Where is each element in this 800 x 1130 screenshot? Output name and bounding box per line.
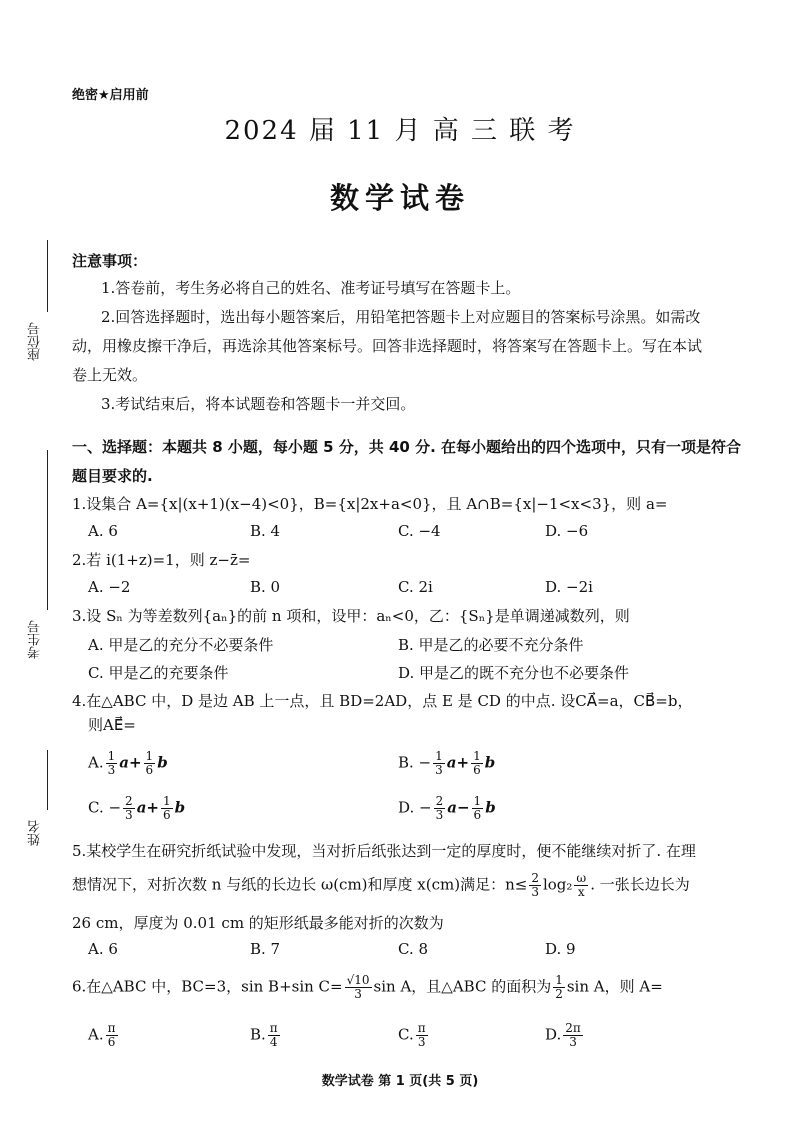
name-line	[47, 750, 48, 810]
question-6-option-a: A. $\frac{\pi}{6}$	[88, 1021, 116, 1049]
question-4-stem-cont: 则AE⃗=	[88, 716, 136, 734]
question-5-stem-end: 26 cm，厚度为 0.01 cm 的矩形纸最多能对折的次数为	[72, 914, 444, 932]
notice-item-2-cont: 动，用橡皮擦干净后，再选涂其他答案标号。回答非选择题时，将答案写在答题卡上。写在本试	[72, 337, 703, 355]
question-6-option-b: B. $\frac{\pi}{4}$	[250, 1021, 278, 1049]
question-1-option-b: B. 4	[250, 522, 281, 540]
question-4-option-d: D. − $\frac{2}{3}$ a− $\frac{1}{6}$ b	[398, 794, 496, 822]
question-5-option-d: D. 9	[545, 940, 576, 958]
notice-item-3: 3.考试结束后，将本试题卷和答题卡一并交回。	[101, 395, 416, 413]
section-heading-cont: 题目要求的.	[72, 467, 153, 485]
question-4-option-b: B. − $\frac{1}{3}$ a+ $\frac{1}{6}$ b	[398, 749, 496, 777]
question-3-option-d: D. 甲是乙的既不充分也不必要条件	[398, 664, 630, 682]
question-2-option-c: C. 2i	[398, 578, 433, 596]
exam-no-label: 考生号	[28, 620, 43, 659]
question-3-option-a: A. 甲是乙的充分不必要条件	[88, 636, 274, 654]
question-5-option-a: A. 6	[88, 940, 118, 958]
section-heading: 一、选择题：本题共 8 小题，每小题 5 分，共 40 分. 在每小题给出的四个选项中，只有一项是符合	[72, 438, 742, 456]
question-2-option-d: D. −2i	[545, 578, 593, 596]
exam-title: 2024 届 11 月 高 三 联 考	[224, 116, 576, 146]
question-1-option-d: D. −6	[545, 522, 589, 540]
question-1-option-a: A. 6	[88, 522, 118, 540]
question-4-option-c: C. − $\frac{2}{3}$ a+ $\frac{1}{6}$ b	[88, 794, 186, 822]
name-label: 姓名	[28, 820, 43, 846]
notice-item-2-end: 卷上无效。	[72, 366, 148, 384]
question-2-option-a: A. −2	[88, 578, 131, 596]
question-6-option-c: C. $\frac{\pi}{3}$	[398, 1021, 426, 1049]
page-footer: 数学试卷 第 1 页(共 5 页)	[321, 1074, 479, 1089]
paper-subject: 数学试卷	[329, 181, 470, 215]
question-2-stem: 2.若 i(1+z)=1，则 z−z̄=	[72, 551, 251, 569]
question-3-stem: 3.设 Sₙ 为等差数列{aₙ}的前 n 项和，设甲：aₙ<0，乙：{Sₙ}是单调递减数列，则	[72, 607, 630, 625]
question-6-option-d: D. $\frac{2\pi}{3}$	[545, 1021, 581, 1049]
seat-line	[47, 240, 48, 312]
question-2-option-b: B. 0	[250, 578, 281, 596]
question-4-stem: 4.在△ABC 中，D 是边 AB 上一点，且 BD=2AD，点 E 是 CD 的中点. 设CA⃗=a，CB⃗=b，	[72, 692, 693, 710]
notice-item-1: 1.答卷前，考生务必将自己的姓名、准考证号填写在答题卡上。	[101, 279, 521, 297]
question-5-option-c: C. 8	[398, 940, 429, 958]
question-4-option-a: A. $\frac{1}{3}$ a+ $\frac{1}{6}$ b	[88, 749, 168, 777]
notice-heading: 注意事项：	[72, 252, 148, 270]
question-6-stem: 6.在△ABC 中，BC=3，sin B+sin C= $\frac{√10}{3}$ sin A，且△ABC 的面积为 $\frac{1}{2}$ sin A，则 A=	[72, 973, 663, 1001]
confidential-mark: 绝密★启用前	[72, 88, 149, 103]
question-5-stem-cont: 想情况下，对折次数 n 与纸的长边长 ω(cm)和厚度 x(cm)满足：n≤ $\frac{2}{3}$ log₂ $\frac{\omega}{x}$ . 一张长边长为	[72, 871, 690, 899]
seat-label: 座位号	[28, 322, 43, 361]
notice-item-2: 2.回答选择题时，选出每小题答案后，用铅笔把答题卡上对应题目的答案标号涂黑。如需改	[101, 308, 701, 326]
question-1-option-c: C. −4	[398, 522, 441, 540]
question-1-stem: 1.设集合 A={x|(x+1)(x−4)<0}，B={x|2x+a<0}，且 A∩B={x|−1<x<3}，则 a=	[72, 495, 668, 513]
question-5-option-b: B. 7	[250, 940, 281, 958]
question-3-option-b: B. 甲是乙的必要不充分条件	[398, 636, 584, 654]
question-3-option-c: C. 甲是乙的充要条件	[88, 664, 229, 682]
question-5-stem: 5.某校学生在研究折纸试验中发现，当对折后纸张达到一定的厚度时，便不能继续对折了. 在理	[72, 842, 696, 860]
exam-no-line	[47, 450, 48, 610]
